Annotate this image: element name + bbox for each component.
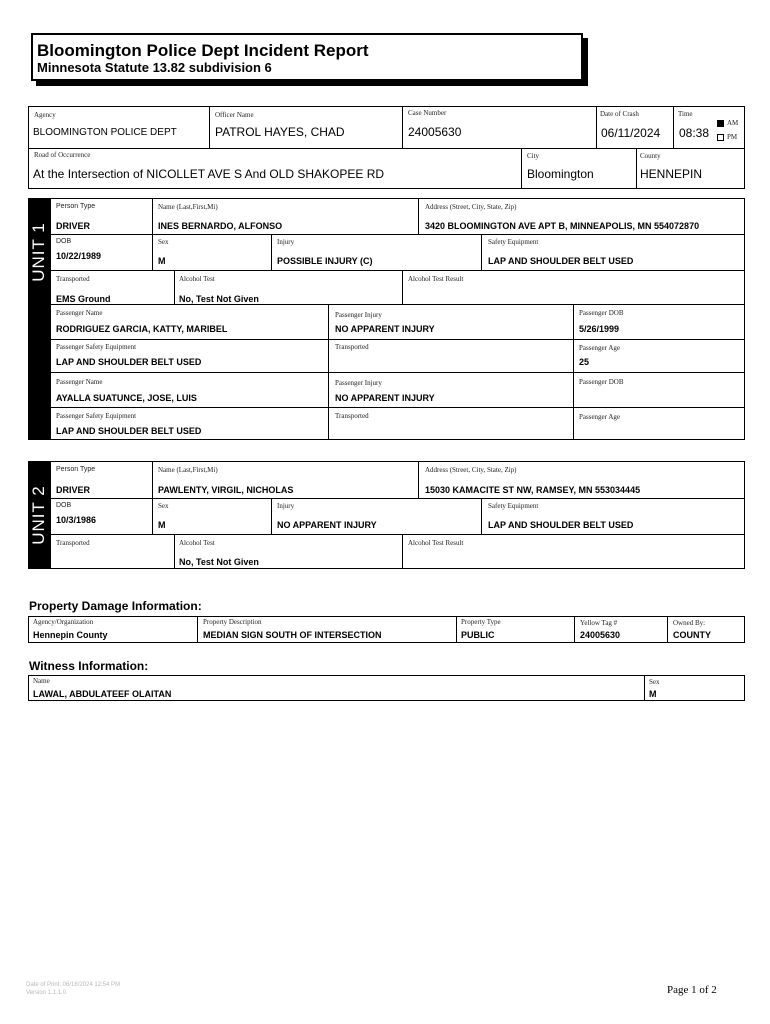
u1-safety: LAP AND SHOULDER BELT USED [488,256,634,266]
witness-name-label: Name [33,677,50,685]
u1-sex-label: Sex [158,238,169,246]
u1-p2-injury: NO APPARENT INJURY [335,393,435,403]
version: Version 1.1.1.0 [26,990,67,996]
u1-p1-transported-label: Transported [335,343,369,351]
u1-p2-name-label: Passenger Name [56,378,103,386]
property-tag: 24005630 [580,630,621,640]
property-owned-label: Owned By: [673,619,706,627]
road-label: Road of Occurrence [34,151,91,159]
u2-alcohol-test-label: Alcohol Test [179,539,215,547]
u2-name: PAWLENTY, VIRGIL, NICHOLAS [158,485,294,495]
u2-dob-label: DOB [56,502,72,509]
county-value: HENNEPIN [640,167,703,181]
u2-address: 15030 KAMACITE ST NW, RAMSEY, MN 553034445 [425,485,641,495]
u2-sex-label: Sex [158,502,169,510]
property-desc-label: Property Description [203,618,262,626]
u1-address-label: Address (Street, City, State, Zip) [425,203,517,211]
pm-checkbox [717,134,724,141]
officer-value: PATROL HAYES, CHAD [215,125,345,139]
u2-name-label: Name (Last,First,Mi) [158,466,218,474]
u1-p1-injury: NO APPARENT INJURY [335,324,435,334]
witness-name: LAWAL, ABDULATEEF OLAITAN [33,689,172,699]
case-number-label: Case Number [408,109,447,117]
road-value: At the Intersection of NICOLLET AVE S And OLD SHAKOPEE RD [33,167,385,181]
u1-injury-label: Injury [277,238,295,246]
u2-person-type: DRIVER [56,485,91,495]
u1-dob: 10/22/1989 [56,251,102,261]
time-label: Time [678,110,693,118]
u1-dob-label: DOB [56,238,72,245]
report-title: Bloomington Police Dept Incident Report [37,41,369,60]
u1-p1-name-label: Passenger Name [56,309,103,317]
u2-injury: NO APPARENT INJURY [277,520,377,530]
date-value: 06/11/2024 [601,126,661,140]
property-owned: COUNTY [673,630,711,640]
u2-alcohol-test: No, Test Not Given [179,557,259,567]
page-number: Page 1 of 2 [667,984,717,996]
agency-value: BLOOMINGTON POLICE DEPT [33,127,177,138]
u2-alcohol-result-label: Alcohol Test Result [408,539,464,547]
officer-label: Officer Name [215,111,254,119]
u1-p2-age-label: Passenger Age [579,413,621,421]
print-date: Date of Print: 06/18/2024 12:54 PM [26,982,121,988]
time-value: 08:38 [679,126,710,140]
u1-p2-injury-label: Passenger Injury [335,379,382,387]
u1-p2-name: AYALLA SUATUNCE, JOSE, LUIS [56,393,197,403]
u1-p1-dob-label: Passenger DOB [579,309,624,317]
am-checkbox [717,120,724,127]
u1-person-type-label: Person Type [56,203,96,210]
case-number-value: 24005630 [408,125,462,139]
witness-sex-label: Sex [649,678,660,686]
u1-alcohol-test: No, Test Not Given [179,294,259,304]
city-value: Bloomington [527,167,594,181]
county-label: County [640,152,661,160]
pm-label: PM [727,133,738,141]
property-org: Hennepin County [33,630,108,640]
u1-p1-age-label: Passenger Age [579,344,621,352]
witness-sex: M [649,689,657,699]
u1-p2-transported-label: Transported [335,412,369,420]
u1-p1-safety: LAP AND SHOULDER BELT USED [56,357,202,367]
u1-address: 3420 BLOOMINGTON AVE APT B, MINNEAPOLIS, MN 554072870 [425,221,700,231]
u1-p1-injury-label: Passenger Injury [335,311,382,319]
u1-safety-label: Safety Equipment [488,238,539,246]
property-org-label: Agency/Organization [33,618,94,626]
u1-name-label: Name (Last,First,Mi) [158,203,218,211]
u1-injury: POSSIBLE INJURY (C) [277,256,373,266]
u2-address-label: Address (Street, City, State, Zip) [425,466,517,474]
u1-p1-age: 25 [579,357,590,367]
u1-transported: EMS Ground [56,294,111,304]
u1-sex: M [158,256,166,266]
date-label: Date of Crash [600,110,639,118]
unit2-box [50,461,745,569]
u1-transported-label: Transported [56,275,90,283]
unit1-label: UNIT 1 [29,222,48,282]
u2-safety: LAP AND SHOULDER BELT USED [488,520,634,530]
property-box [28,616,745,643]
property-type: PUBLIC [461,630,495,640]
witness-section-title: Witness Information: [29,659,149,673]
u2-safety-label: Safety Equipment [488,502,539,510]
u1-p2-safety: LAP AND SHOULDER BELT USED [56,426,202,436]
u1-p1-safety-label: Passenger Safety Equipment [56,343,137,351]
u2-sex: M [158,520,166,530]
u1-name: INES BERNARDO, ALFONSO [158,221,283,231]
u2-transported-label: Transported [56,539,90,547]
agency-label: Agency [34,111,56,119]
am-label: AM [727,119,739,127]
u1-p2-safety-label: Passenger Safety Equipment [56,412,137,420]
u1-p2-dob-label: Passenger DOB [579,378,624,386]
report-subtitle: Minnesota Statute 13.82 subdivision 6 [37,60,272,75]
title-box [31,33,583,81]
property-type-label: Property Type [461,618,501,626]
u2-injury-label: Injury [277,502,295,510]
u1-alcohol-result-label: Alcohol Test Result [408,275,464,283]
u1-alcohol-test-label: Alcohol Test [179,275,215,283]
u2-person-type-label: Person Type [56,466,96,473]
property-tag-label: Yellow Tag # [580,619,618,627]
u1-p1-dob: 5/26/1999 [579,324,620,334]
property-desc: MEDIAN SIGN SOUTH OF INTERSECTION [203,630,382,640]
unit2-label: UNIT 2 [29,485,48,545]
city-label: City [527,152,540,160]
u1-p1-name: RODRIGUEZ GARCIA, KATTY, MARIBEL [56,324,228,334]
u1-person-type: DRIVER [56,221,91,231]
u2-dob: 10/3/1986 [56,515,97,525]
property-section-title: Property Damage Information: [29,599,202,613]
